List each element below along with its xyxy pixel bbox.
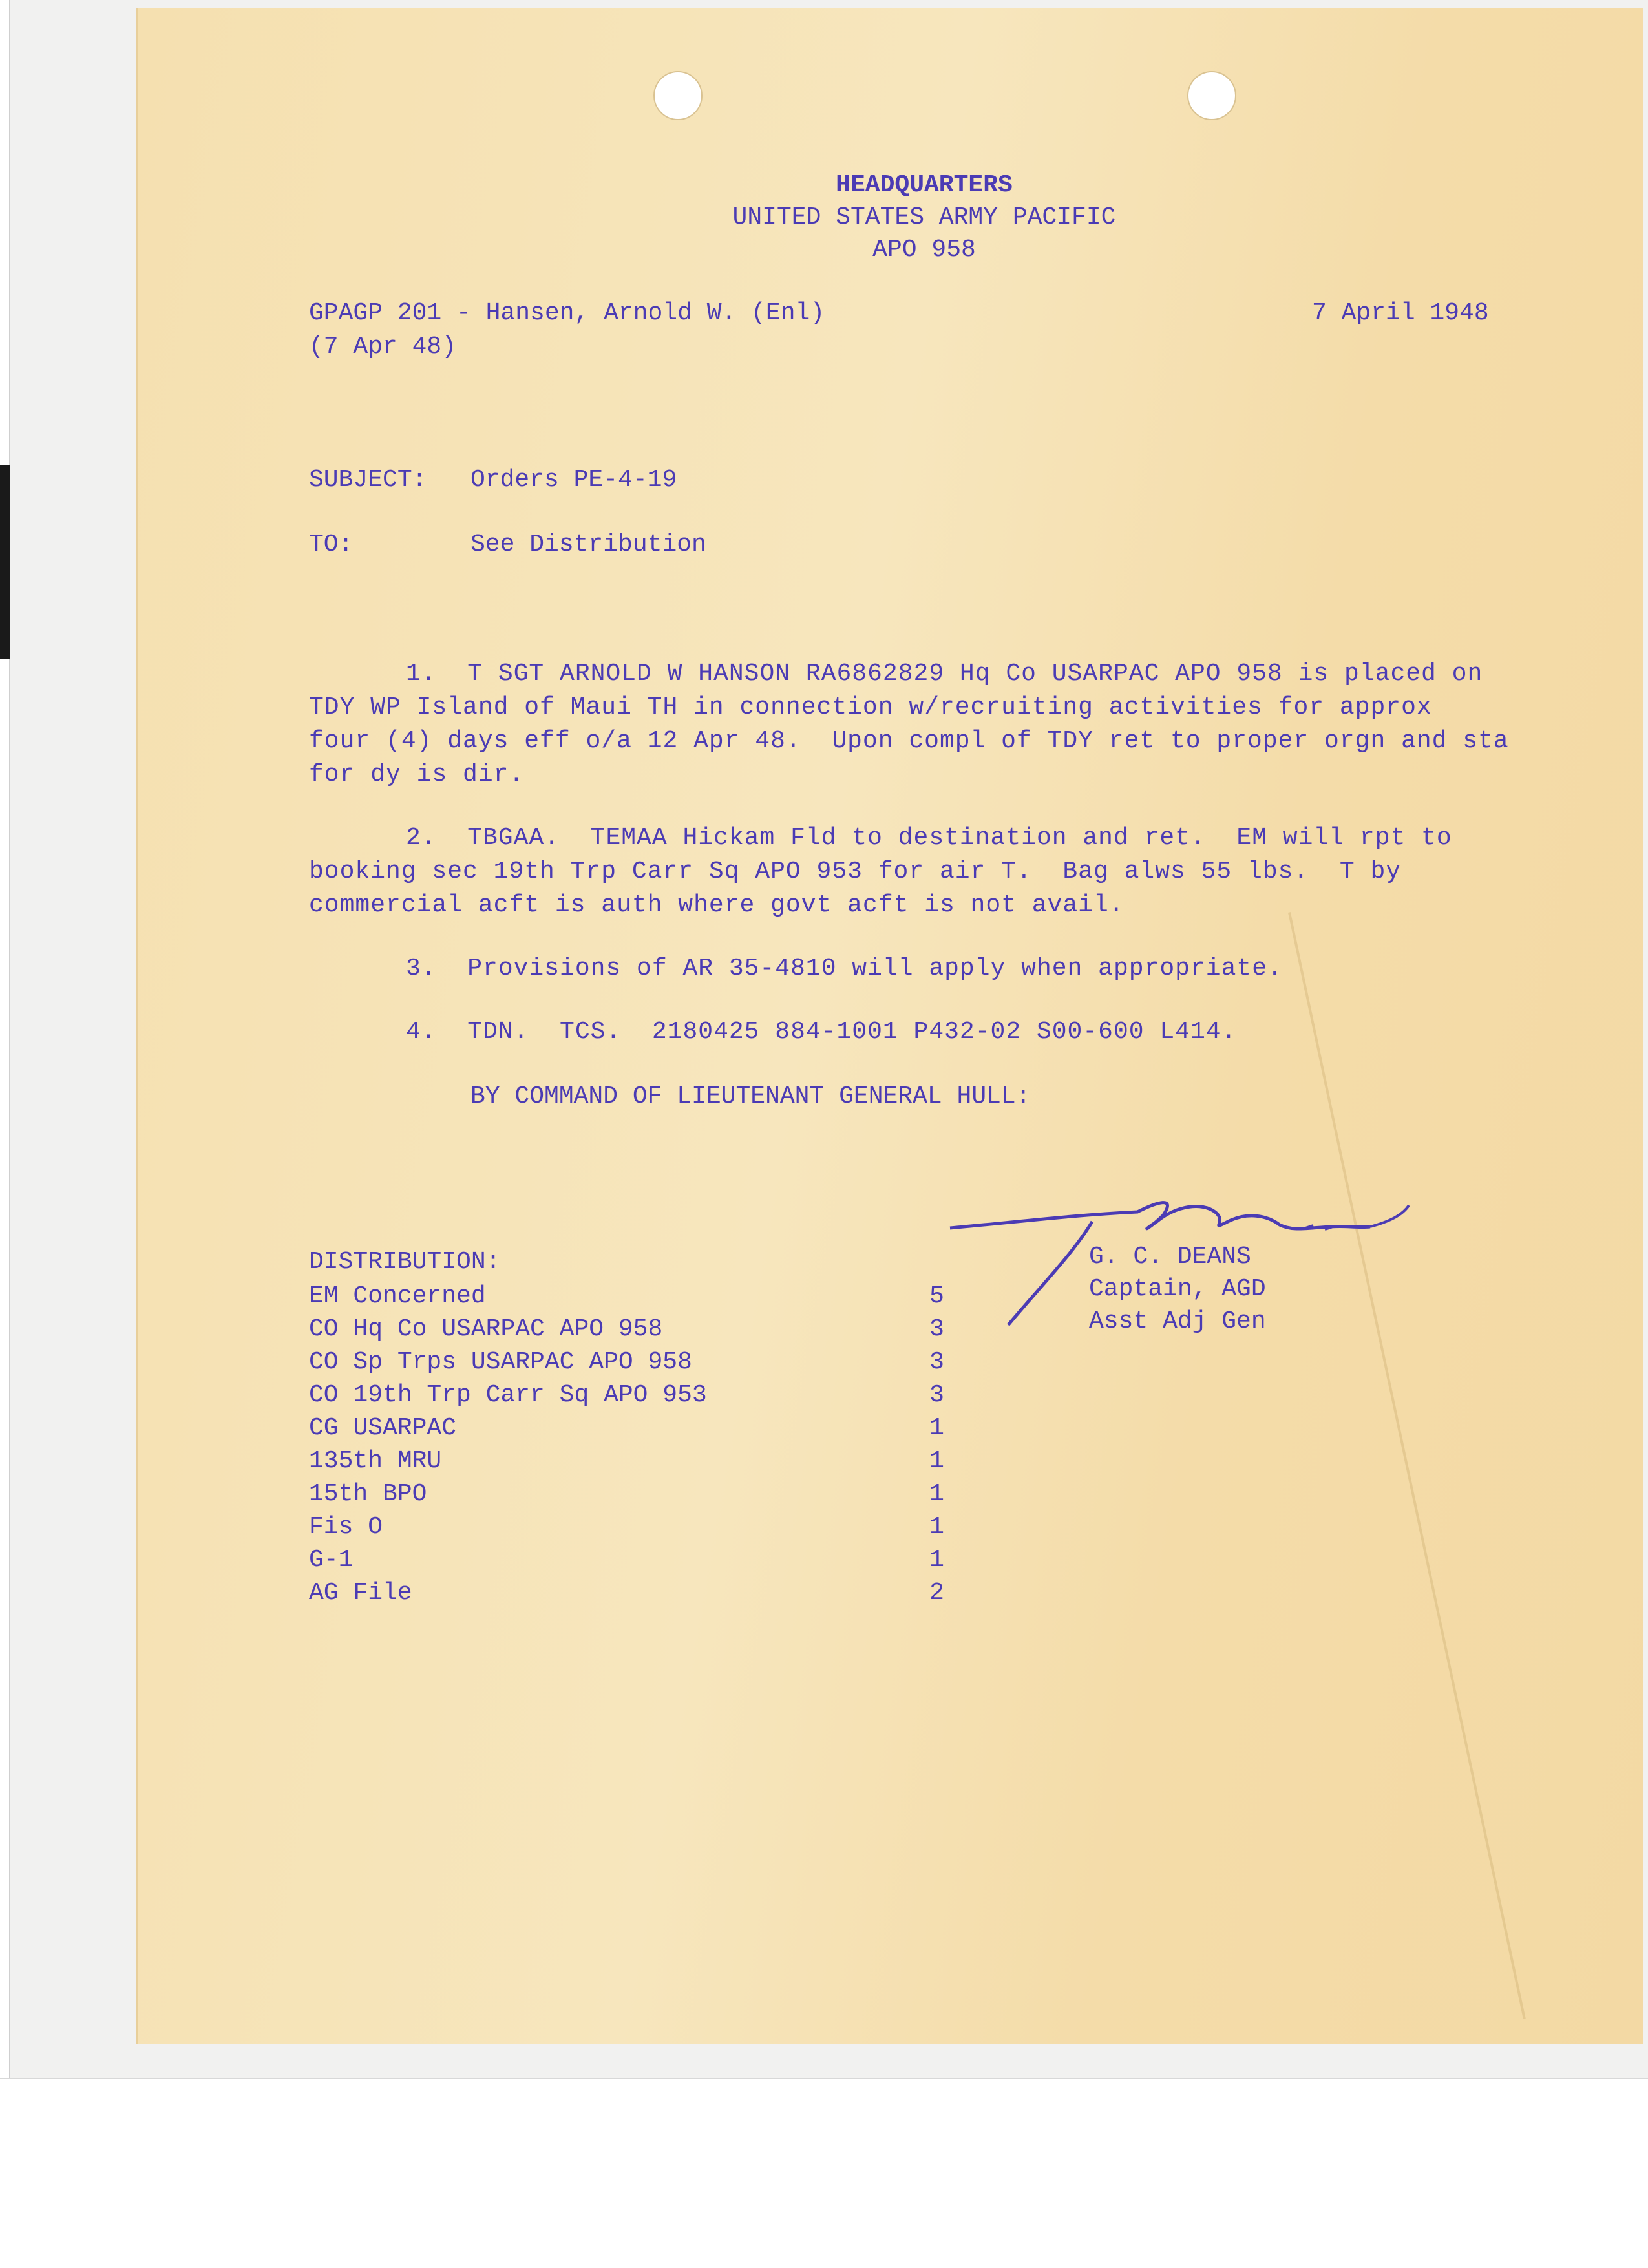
- binder-spine-mark: [0, 465, 10, 659]
- distribution-count: 1: [929, 1513, 944, 1541]
- distribution-recipient: Fis O: [309, 1513, 383, 1541]
- paragraph-1-line-1: 1. T SGT ARNOLD W HANSON RA6862829 Hq Co USARPAC APO 958 is placed on: [406, 660, 1483, 688]
- distribution-count: 2: [929, 1579, 944, 1607]
- distribution-row: [309, 1280, 955, 1313]
- distribution-row: [309, 1478, 955, 1510]
- distribution-recipient: G-1: [309, 1546, 354, 1574]
- distribution-count: 3: [929, 1315, 944, 1343]
- distribution-row: [309, 1576, 955, 1609]
- distribution-row: [309, 1379, 955, 1412]
- distribution-row: [309, 1412, 955, 1445]
- letterhead-line-1: HEADQUARTERS: [836, 171, 1013, 199]
- distribution-recipient: CO Sp Trps USARPAC APO 958: [309, 1348, 692, 1376]
- to-value: See Distribution: [470, 531, 706, 558]
- distribution-count: 3: [929, 1348, 944, 1376]
- distribution-recipient: CO Hq Co USARPAC APO 958: [309, 1315, 663, 1343]
- distribution-heading: DISTRIBUTION:: [309, 1248, 501, 1276]
- paragraph-1-line-2: TDY WP Island of Maui TH in connection w/recruiting activities for approx: [309, 694, 1432, 721]
- distribution-row: [309, 1346, 955, 1379]
- letterhead-line-2: UNITED STATES ARMY PACIFIC: [732, 204, 1116, 231]
- subject-label: SUBJECT:: [309, 466, 427, 494]
- distribution-recipient: 135th MRU: [309, 1447, 442, 1475]
- document-date: 7 April 1948: [1312, 299, 1489, 327]
- paragraph-4: 4. TDN. TCS. 2180425 884-1001 P432-02 S00-600 L414.: [406, 1018, 1237, 1046]
- paper-crease: [1288, 912, 1526, 2019]
- distribution-row: [309, 1543, 955, 1576]
- distribution-recipient: AG File: [309, 1579, 412, 1607]
- file-reference-date: (7 Apr 48): [309, 333, 457, 361]
- signer-rank: Captain, AGD: [1089, 1275, 1266, 1303]
- distribution-count: 5: [929, 1282, 944, 1310]
- distribution-count: 1: [929, 1546, 944, 1574]
- distribution-recipient: 15th BPO: [309, 1480, 427, 1508]
- paragraph-3: 3. Provisions of AR 35-4810 will apply when appropriate.: [406, 955, 1283, 982]
- distribution-recipient: CG USARPAC: [309, 1414, 457, 1442]
- punch-hole-right: [1187, 71, 1236, 120]
- file-reference: GPAGP 201 - Hansen, Arnold W. (Enl): [309, 299, 825, 327]
- distribution-recipient: CO 19th Trp Carr Sq APO 953: [309, 1381, 707, 1409]
- paragraph-1-line-4: for dy is dir.: [309, 761, 525, 789]
- signer-name: G. C. DEANS: [1089, 1243, 1251, 1271]
- paragraph-1-line-3: four (4) days eff o/a 12 Apr 48. Upon compl of TDY ret to proper orgn and sta: [309, 727, 1509, 755]
- distribution-count: 1: [929, 1447, 944, 1475]
- paragraph-2-line-2: booking sec 19th Trp Carr Sq APO 953 for air T. Bag alws 55 lbs. T by: [309, 858, 1402, 885]
- distribution-count: 1: [929, 1480, 944, 1508]
- distribution-count: 1: [929, 1414, 944, 1442]
- distribution-row: [309, 1510, 955, 1543]
- paragraph-2-line-3: commercial acft is auth where govt acft is not avail.: [309, 891, 1125, 919]
- letterhead-line-3: APO 958: [872, 236, 976, 264]
- distribution-row: [309, 1313, 955, 1346]
- subject-value: Orders PE-4-19: [470, 466, 677, 494]
- sheet-protector-edge: [0, 0, 10, 2078]
- distribution-recipient: EM Concerned: [309, 1282, 486, 1310]
- punch-hole-left: [653, 71, 703, 120]
- to-label: TO:: [309, 531, 354, 558]
- command-line: BY COMMAND OF LIEUTENANT GENERAL HULL:: [470, 1083, 1031, 1110]
- distribution-row: [309, 1445, 955, 1478]
- distribution-count: 3: [929, 1381, 944, 1409]
- paragraph-2-line-1: 2. TBGAA. TEMAA Hickam Fld to destination and ret. EM will rpt to: [406, 824, 1452, 852]
- distribution-list: [309, 1280, 955, 1609]
- signer-title: Asst Adj Gen: [1089, 1308, 1266, 1335]
